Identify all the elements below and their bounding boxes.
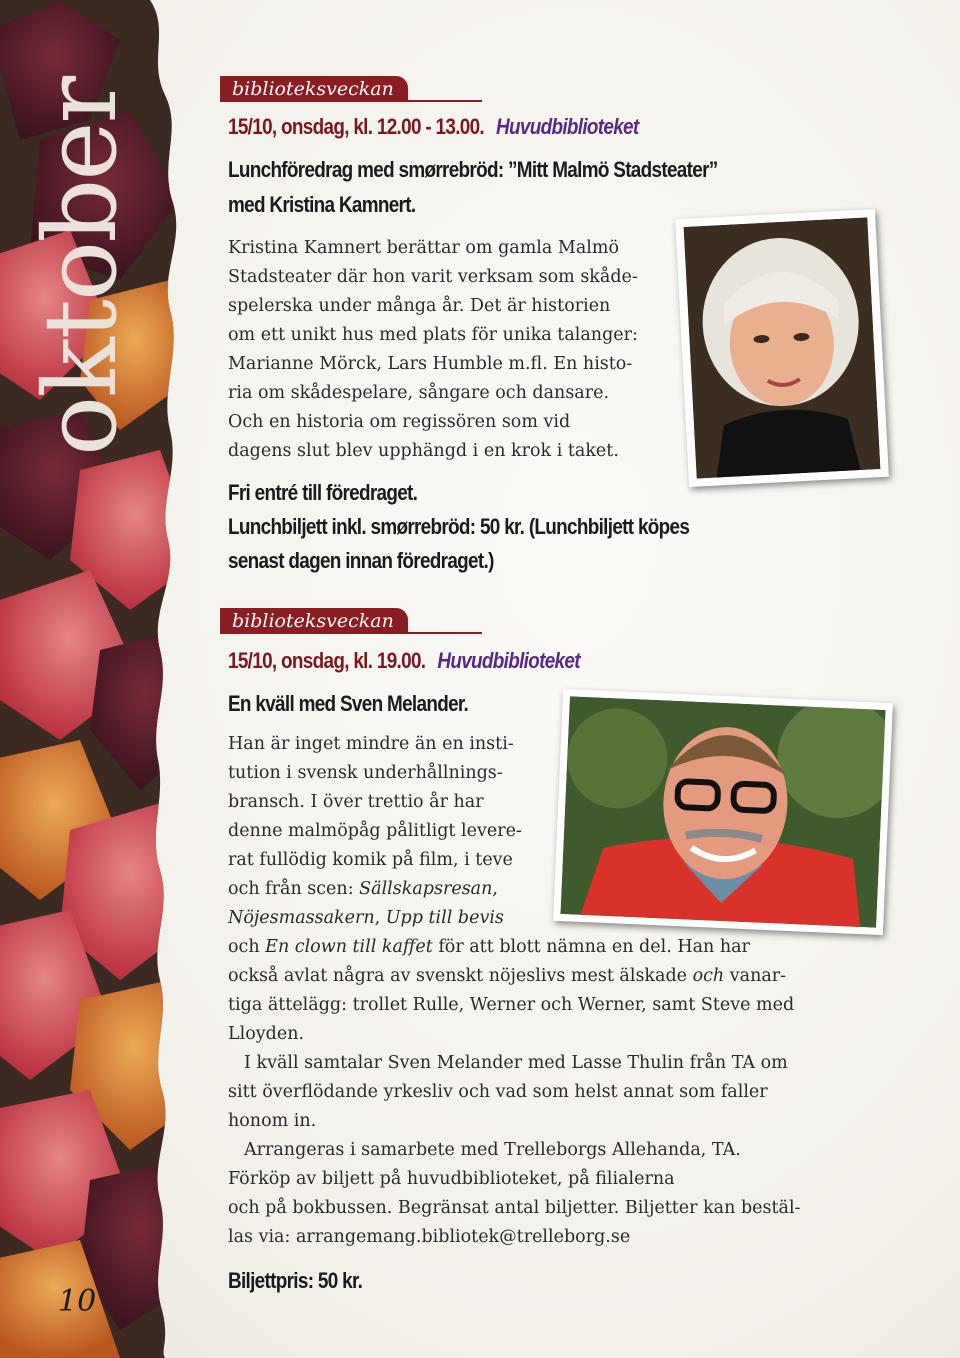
event2-tag-label: biblioteksveckan bbox=[220, 608, 408, 634]
event2-body-text: också avlat några av svenskt nöjeslivs mest älskade bbox=[228, 966, 693, 986]
event1-body-line: Marianne Mörck, Lars Humble m.fl. En histo- bbox=[228, 354, 633, 374]
event2-body-line: Arrangeras i samarbete med Trelleborgs Allehanda, TA. bbox=[244, 1140, 741, 1160]
event1-title bbox=[228, 152, 718, 222]
event2-body-title: och bbox=[692, 966, 725, 986]
event1-venue: Huvudbiblioteket bbox=[496, 114, 639, 139]
event2-body-line: bransch. I över trettio år har bbox=[228, 792, 484, 812]
event2-email[interactable]: las via: arrangemang.bibliotek@trelleborg.se bbox=[228, 1227, 631, 1247]
event2-body-line: Han är inget mindre än en insti- bbox=[228, 734, 514, 754]
event1-tag-label: biblioteksveckan bbox=[220, 76, 408, 102]
event2-tag bbox=[220, 608, 482, 634]
event1-footer-line: senast dagen innan föredraget.) bbox=[228, 548, 494, 573]
portrait-kristina-kamnert bbox=[675, 209, 889, 487]
event2-body-line bbox=[228, 875, 800, 904]
event1-date: 15/10, onsdag, kl. 12.00 - 13.00. bbox=[228, 114, 484, 139]
event1-body bbox=[228, 234, 638, 466]
event2-body-line bbox=[228, 962, 800, 991]
event2-title: En kväll med Sven Melander. bbox=[228, 691, 469, 716]
event1-body-line: om ett unikt hus med plats för unika talanger: bbox=[228, 325, 638, 345]
event2-tag-rule bbox=[220, 632, 482, 634]
event2-body-title: En clown till kaffet bbox=[265, 937, 433, 957]
event2-body-text: , bbox=[374, 908, 386, 928]
event2-body-line bbox=[228, 933, 800, 962]
event2-date: 15/10, onsdag, kl. 19.00. bbox=[228, 648, 426, 673]
event2-body-title: Nöjesmassakern bbox=[228, 908, 375, 928]
event2-body-line: och på bokbussen. Begränsat antal biljetter. Biljetter kan bestäl- bbox=[228, 1198, 801, 1218]
page-number: 10 bbox=[58, 1284, 97, 1319]
event2-body-line: tution i svensk underhållnings- bbox=[228, 763, 503, 783]
event1-body-line: ria om skådespelare, sångare och dansare. bbox=[228, 383, 610, 403]
event1-footer-line: Lunchbiljett inkl. smørrebröd: 50 kr. (Lunchbiljett köpes bbox=[228, 514, 690, 539]
event1-footer bbox=[228, 476, 689, 578]
event2-body-title: Sällskapsresan bbox=[359, 879, 493, 899]
event2-body-line: tiga ättelägg: trollet Rulle, Werner och Werner, samt Steve med bbox=[228, 995, 795, 1015]
event1-title-line: Lunchföredrag med smørrebröd: ”Mitt Malmö Stadsteater” bbox=[228, 157, 718, 182]
event2-price: Biljettpris: 50 kr. bbox=[228, 1268, 363, 1293]
event2-body-line: honom in. bbox=[228, 1111, 317, 1131]
event2-body-text: och från scen: bbox=[228, 879, 360, 899]
event1-header bbox=[228, 114, 639, 140]
event1-body-line: dagens slut blev upphängd i en krok i taket. bbox=[228, 441, 619, 461]
month-label: oktober bbox=[22, 77, 139, 456]
event1-body-line: Stadsteater där hon varit verksam som skåde- bbox=[228, 267, 638, 287]
event2-venue: Huvudbiblioteket bbox=[437, 648, 580, 673]
event1-body-line: Kristina Kamnert berättar om gamla Malmö bbox=[228, 238, 619, 258]
event1-body-line: Och en historia om regissören som vid bbox=[228, 412, 571, 432]
event1-body-line: spelerska under många år. Det är historien bbox=[228, 296, 611, 316]
event2-body-text: , bbox=[492, 879, 498, 899]
event2-body bbox=[228, 730, 800, 1252]
event2-body-line: rat fullödig komik på film, i teve bbox=[228, 850, 513, 870]
event2-body-line: sitt överflödande yrkesliv och vad som helst annat som faller bbox=[228, 1082, 768, 1102]
event1-tag bbox=[220, 76, 482, 102]
event2-body-line bbox=[228, 904, 800, 933]
event2-body-title: Upp till bevis bbox=[385, 908, 504, 928]
event2-body-text: och bbox=[228, 937, 266, 957]
event1-title-line: med Kristina Kamnert. bbox=[228, 192, 416, 217]
event2-body-line: I kväll samtalar Sven Melander med Lasse Thulin från TA om bbox=[244, 1053, 788, 1073]
event2-body-line: Lloyden. bbox=[228, 1024, 305, 1044]
event2-body-line: Förköp av biljett på huvudbiblioteket, på filialerna bbox=[228, 1169, 675, 1189]
event2-header bbox=[228, 648, 580, 674]
event1-footer-line: Fri entré till föredraget. bbox=[228, 480, 418, 505]
event2-body-text: vanar- bbox=[724, 966, 787, 986]
event2-body-line: denne malmöpåg pålitligt levere- bbox=[228, 821, 522, 841]
event1-tag-rule bbox=[220, 100, 482, 102]
event2-body-text: för att blott nämna en del. Han har bbox=[432, 937, 750, 957]
